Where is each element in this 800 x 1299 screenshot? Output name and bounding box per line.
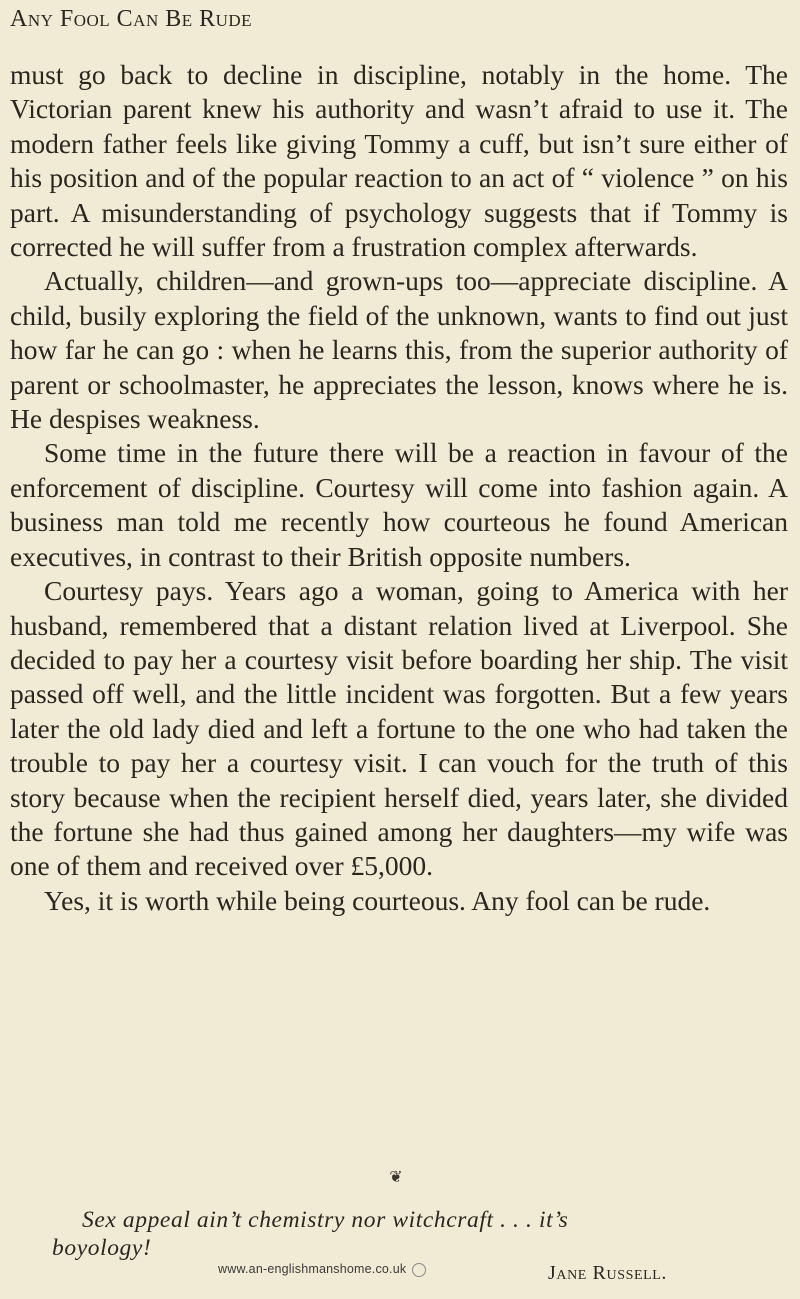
watermark-text: www.an-englishmanshome.co.uk [218,1262,407,1276]
filler-quote [52,1206,752,1262]
ornament-icon: ❦ [389,1169,403,1186]
running-head: Any Fool Can Be Rude [10,6,253,32]
paragraph-continued: must go back to decline in discipline, notably in the home. The Victorian parent knew his authority and wasn’t afraid to use it. The modern father feels like giving Tommy a cuff, but isn’t sure either of his position and of the popular reaction to an act of “ violence ” on his part. A misunderstanding of psychology suggests that if Tommy is corrected he will suffer from a frustration complex afterwards. [10,59,788,263]
paragraph-courtesy-pays: Courtesy pays. Years ago a woman, going to America with her husband, remembered that a distant relation lived at Liverpool. She decided to pay her a courtesy visit before boarding her ship. The visit passed off well, and the little incident was forgotten. But a few years later the old lady died and left a fortune to the one who had taken the trouble to pay her a courtesy visit. I can vouch for the truth of this story because when the recipient herself died, years later, she divided the fortune she had thus gained among her daughters—my wife was one of them and received over £5,000. [10,575,788,882]
paragraph-discipline: Actually, children—and grown-ups too—appreciate discipline. A child, busily exploring the field of the unknown, wants to find out just how far he can go : when he learns this, from the superior authority of parent or schoolmaster, he appreciates the lesson, knows where he is. He despises weakness. [10,265,788,435]
website-watermark [218,1262,426,1277]
quote-line-1: Sex appeal ain’t chemistry nor witchcraft . . . it’s [82,1207,569,1233]
watermark-logo-icon [412,1263,426,1277]
quote-attribution: Jane Russell. [548,1262,668,1284]
article-body [10,58,788,918]
paragraph-future: Some time in the future there will be a reaction in favour of the enforcement of discipline. Courtesy will come into fashion again. A business man told me recently how courteous he found American executives, in contrast to their British opposite numbers. [10,437,788,572]
quote-line-2: boyology! [52,1235,152,1261]
paragraph-conclusion: Yes, it is worth while being courteous. Any fool can be rude. [44,884,711,916]
